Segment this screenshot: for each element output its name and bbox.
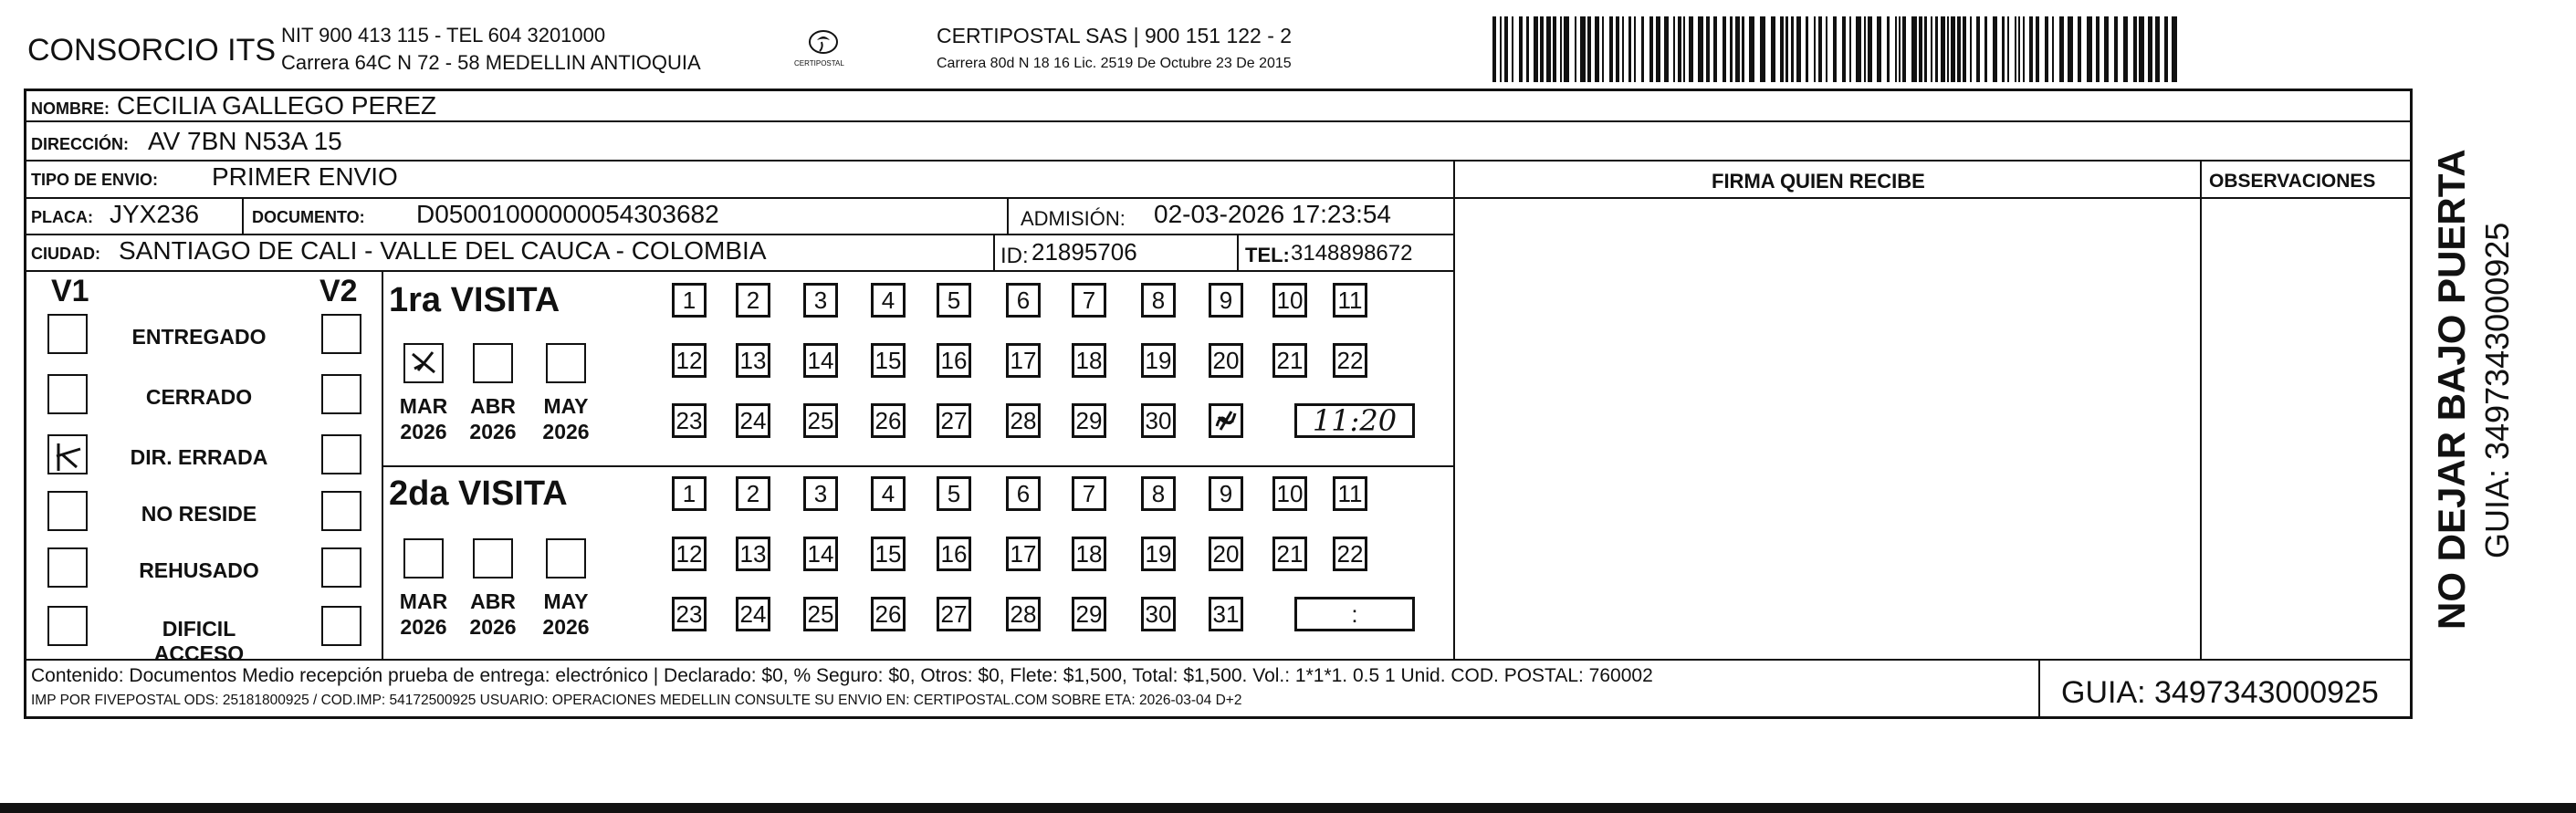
day-cell[interactable]: 28 — [1006, 403, 1041, 438]
day-cell[interactable]: 15 — [871, 537, 906, 571]
day-cell[interactable]: 13 — [736, 537, 770, 571]
firma-area[interactable] — [1456, 200, 2198, 658]
day-cell[interactable]: 6 — [1006, 283, 1041, 318]
first-visit-title: 1ra VISITA — [389, 281, 560, 319]
v1-checkbox[interactable] — [47, 547, 88, 588]
day-cell[interactable]: 19 — [1141, 537, 1176, 571]
month-checkbox[interactable] — [473, 343, 513, 383]
time-field[interactable]: : — [1294, 597, 1415, 631]
company-nit: NIT 900 413 115 - TEL 604 3201000 — [281, 24, 606, 47]
day-cell[interactable]: 29 — [1072, 597, 1106, 631]
certipostal-logo-text: CERTIPOSTAL — [794, 59, 844, 68]
day-cell[interactable]: 28 — [1006, 597, 1041, 631]
day-cell[interactable]: 8 — [1141, 476, 1176, 511]
day-cell[interactable]: 10 — [1272, 476, 1307, 511]
tipo-envio-value: PRIMER ENVIO — [212, 162, 398, 191]
day-cell[interactable]: 25 — [803, 597, 838, 631]
day-cell[interactable]: 4 — [871, 476, 906, 511]
month-label: ABR — [470, 589, 516, 613]
day-cell[interactable]: 14 — [803, 537, 838, 571]
id-value: 21895706 — [1031, 238, 1137, 266]
admision-label: ADMISIÓN: — [1021, 207, 1126, 230]
v1-checkbox[interactable] — [47, 606, 88, 646]
month-checkbox[interactable] — [546, 343, 586, 383]
status-label: CERRADO — [145, 385, 253, 409]
second-visit-title: 2da VISITA — [389, 474, 568, 513]
v1-label: V1 — [51, 274, 89, 308]
day-cell[interactable]: 23 — [672, 597, 707, 631]
month-label: MAR — [399, 589, 448, 613]
day-cell[interactable]: 15 — [871, 343, 906, 378]
day-cell[interactable]: 30 — [1141, 597, 1176, 631]
barcode — [1492, 16, 2177, 82]
nombre-value: CECILIA GALLEGO PEREZ — [117, 91, 437, 120]
v1-checkbox[interactable] — [47, 434, 88, 474]
v2-checkbox[interactable] — [321, 434, 361, 474]
day-cell[interactable]: 5 — [937, 476, 971, 511]
day-cell[interactable]: 2 — [736, 283, 770, 318]
month-checkbox[interactable] — [546, 538, 586, 578]
day-cell[interactable]: 20 — [1209, 343, 1243, 378]
ciudad-label: CIUDAD: — [31, 245, 100, 263]
direccion-label: DIRECCIÓN: — [31, 135, 129, 153]
observaciones-label: OBSERVACIONES — [2209, 171, 2376, 192]
day-cell[interactable]: 18 — [1072, 343, 1106, 378]
nombre-label: NOMBRE: — [31, 99, 110, 118]
month-checkbox[interactable] — [403, 343, 444, 383]
day-cell[interactable]: 25 — [803, 403, 838, 438]
day-cell[interactable]: 16 — [937, 343, 971, 378]
day-cell[interactable]: 3 — [803, 283, 838, 318]
month-checkbox[interactable] — [403, 538, 444, 578]
day-cell[interactable]: 10 — [1272, 283, 1307, 318]
carrier-address: Carrera 80d N 18 16 Lic. 2519 De Octubre 23 De 2015 — [937, 56, 1292, 71]
check-mark-icon — [405, 345, 442, 381]
day-cell[interactable]: 22 — [1333, 343, 1367, 378]
day-cell[interactable]: 26 — [871, 403, 906, 438]
day-cell[interactable]: 11 — [1333, 283, 1367, 318]
day-cell[interactable]: 27 — [937, 403, 971, 438]
time-field[interactable]: 11:20 — [1294, 403, 1415, 438]
day-cell[interactable]: 2 — [736, 476, 770, 511]
day-cell[interactable]: 18 — [1072, 537, 1106, 571]
month-label: ABR — [470, 394, 516, 418]
day-cell[interactable] — [1209, 403, 1243, 438]
certipostal-logo — [787, 27, 860, 71]
year-label: 2026 — [469, 615, 517, 639]
day-cell[interactable]: 20 — [1209, 537, 1243, 571]
month-label: MAY — [543, 394, 589, 418]
v2-label: V2 — [319, 274, 358, 308]
v2-checkbox[interactable] — [321, 606, 361, 646]
tel-label: TEL: — [1245, 244, 1290, 266]
day-cell[interactable]: 7 — [1072, 476, 1106, 511]
day-cell[interactable]: 12 — [672, 537, 707, 571]
v1-checkbox[interactable] — [47, 314, 88, 354]
observaciones-area[interactable] — [2203, 200, 2411, 658]
day-cell[interactable]: 29 — [1072, 403, 1106, 438]
status-label: ENTREGADO — [131, 325, 267, 349]
day-cell[interactable]: 22 — [1333, 537, 1367, 571]
v2-checkbox[interactable] — [321, 491, 361, 531]
day-cell[interactable]: 1 — [672, 476, 707, 511]
check-mark-icon — [49, 436, 86, 473]
v1-checkbox[interactable] — [47, 374, 88, 414]
v2-checkbox[interactable] — [321, 374, 361, 414]
day-cell[interactable]: 31 — [1209, 597, 1243, 631]
day-cell[interactable]: 9 — [1209, 476, 1243, 511]
status-label: NO RESIDE — [141, 502, 257, 526]
day-cell[interactable]: 17 — [1006, 537, 1041, 571]
year-label: 2026 — [542, 615, 590, 639]
day-cell[interactable]: 24 — [736, 403, 770, 438]
month-label: MAR — [399, 394, 448, 418]
side-guia: GUIA: 3497343000925 — [2478, 222, 2516, 558]
content-line: Contenido: Documentos Medio recepción prueba de entrega: electrónico | Declarado: $0, % Seguro: $0, Otros: $0, Flete: $1,500, Total: $1,500. Vol.: 1*1*1. 0.5 1 Unid. COD. POSTAL: 760002 — [31, 665, 1653, 686]
day-cell[interactable]: 21 — [1272, 343, 1307, 378]
v2-checkbox[interactable] — [321, 547, 361, 588]
firma-label: FIRMA QUIEN RECIBE — [1712, 170, 1925, 193]
year-label: 2026 — [469, 420, 517, 443]
placa-label: PLACA: — [31, 208, 93, 226]
admision-value: 02-03-2026 17:23:54 — [1154, 200, 1391, 228]
month-checkbox[interactable] — [473, 538, 513, 578]
side-notice: NO DEJAR BAJO PUERTA — [2430, 149, 2473, 630]
day-cell[interactable]: 3 — [803, 476, 838, 511]
id-label: ID: — [1000, 244, 1029, 268]
company-name: CONSORCIO ITS — [27, 33, 277, 68]
day-cell[interactable]: 14 — [803, 343, 838, 378]
day-cell[interactable]: 5 — [937, 283, 971, 318]
status-label: REHUSADO — [139, 558, 259, 582]
status-label: DIFICIL ACCESO — [153, 617, 245, 665]
year-label: 2026 — [542, 420, 590, 443]
day-cell[interactable]: 27 — [937, 597, 971, 631]
day-cell[interactable]: 24 — [736, 597, 770, 631]
day-cell[interactable]: 26 — [871, 597, 906, 631]
day-cell[interactable]: 7 — [1072, 283, 1106, 318]
company-address: Carrera 64C N 72 - 58 MEDELLIN ANTIOQUIA — [281, 51, 701, 74]
month-label: MAY — [543, 589, 589, 613]
day-cell[interactable]: 12 — [672, 343, 707, 378]
placa-value: JYX236 — [110, 200, 200, 228]
status-label: DIR. ERRADA — [130, 445, 268, 469]
tel-value: 3148898672 — [1291, 241, 1413, 266]
carrier-name: CERTIPOSTAL SAS | 900 151 122 - 2 — [937, 24, 1293, 47]
v1-checkbox[interactable] — [47, 491, 88, 531]
day-cell[interactable]: 4 — [871, 283, 906, 318]
day-cell[interactable]: 13 — [736, 343, 770, 378]
bottom-band — [0, 803, 2576, 813]
year-label: 2026 — [400, 615, 447, 639]
day-cell[interactable]: 17 — [1006, 343, 1041, 378]
tipo-envio-label: TIPO DE ENVIO: — [31, 171, 159, 189]
scribble-mark-icon — [1211, 406, 1241, 435]
year-label: 2026 — [400, 420, 447, 443]
day-cell[interactable]: 30 — [1141, 403, 1176, 438]
ciudad-value: SANTIAGO DE CALI - VALLE DEL CAUCA - COLOMBIA — [119, 236, 767, 265]
direccion-value: AV 7BN N53A 15 — [148, 127, 342, 155]
day-cell[interactable]: 21 — [1272, 537, 1307, 571]
documento-value: D05001000000054303682 — [416, 200, 719, 228]
day-cell[interactable]: 6 — [1006, 476, 1041, 511]
day-cell[interactable]: 11 — [1333, 476, 1367, 511]
day-cell[interactable]: 23 — [672, 403, 707, 438]
day-cell[interactable]: 9 — [1209, 283, 1243, 318]
imp-line: IMP POR FIVEPOSTAL ODS: 25181800925 / COD.IMP: 54172500925 USUARIO: OPERACIONES MEDELLIN CONSULTE SU ENVIO EN: CERTIPOSTAL.COM SOBRE ETA: 2026-03-04 D+2 — [31, 693, 1242, 708]
documento-label: DOCUMENTO: — [252, 208, 365, 226]
day-cell[interactable]: 19 — [1141, 343, 1176, 378]
v2-checkbox[interactable] — [321, 314, 361, 354]
day-cell[interactable]: 1 — [672, 283, 707, 318]
day-cell[interactable]: 16 — [937, 537, 971, 571]
day-cell[interactable]: 8 — [1141, 283, 1176, 318]
footer-guia: GUIA: 3497343000925 — [2061, 675, 2379, 710]
